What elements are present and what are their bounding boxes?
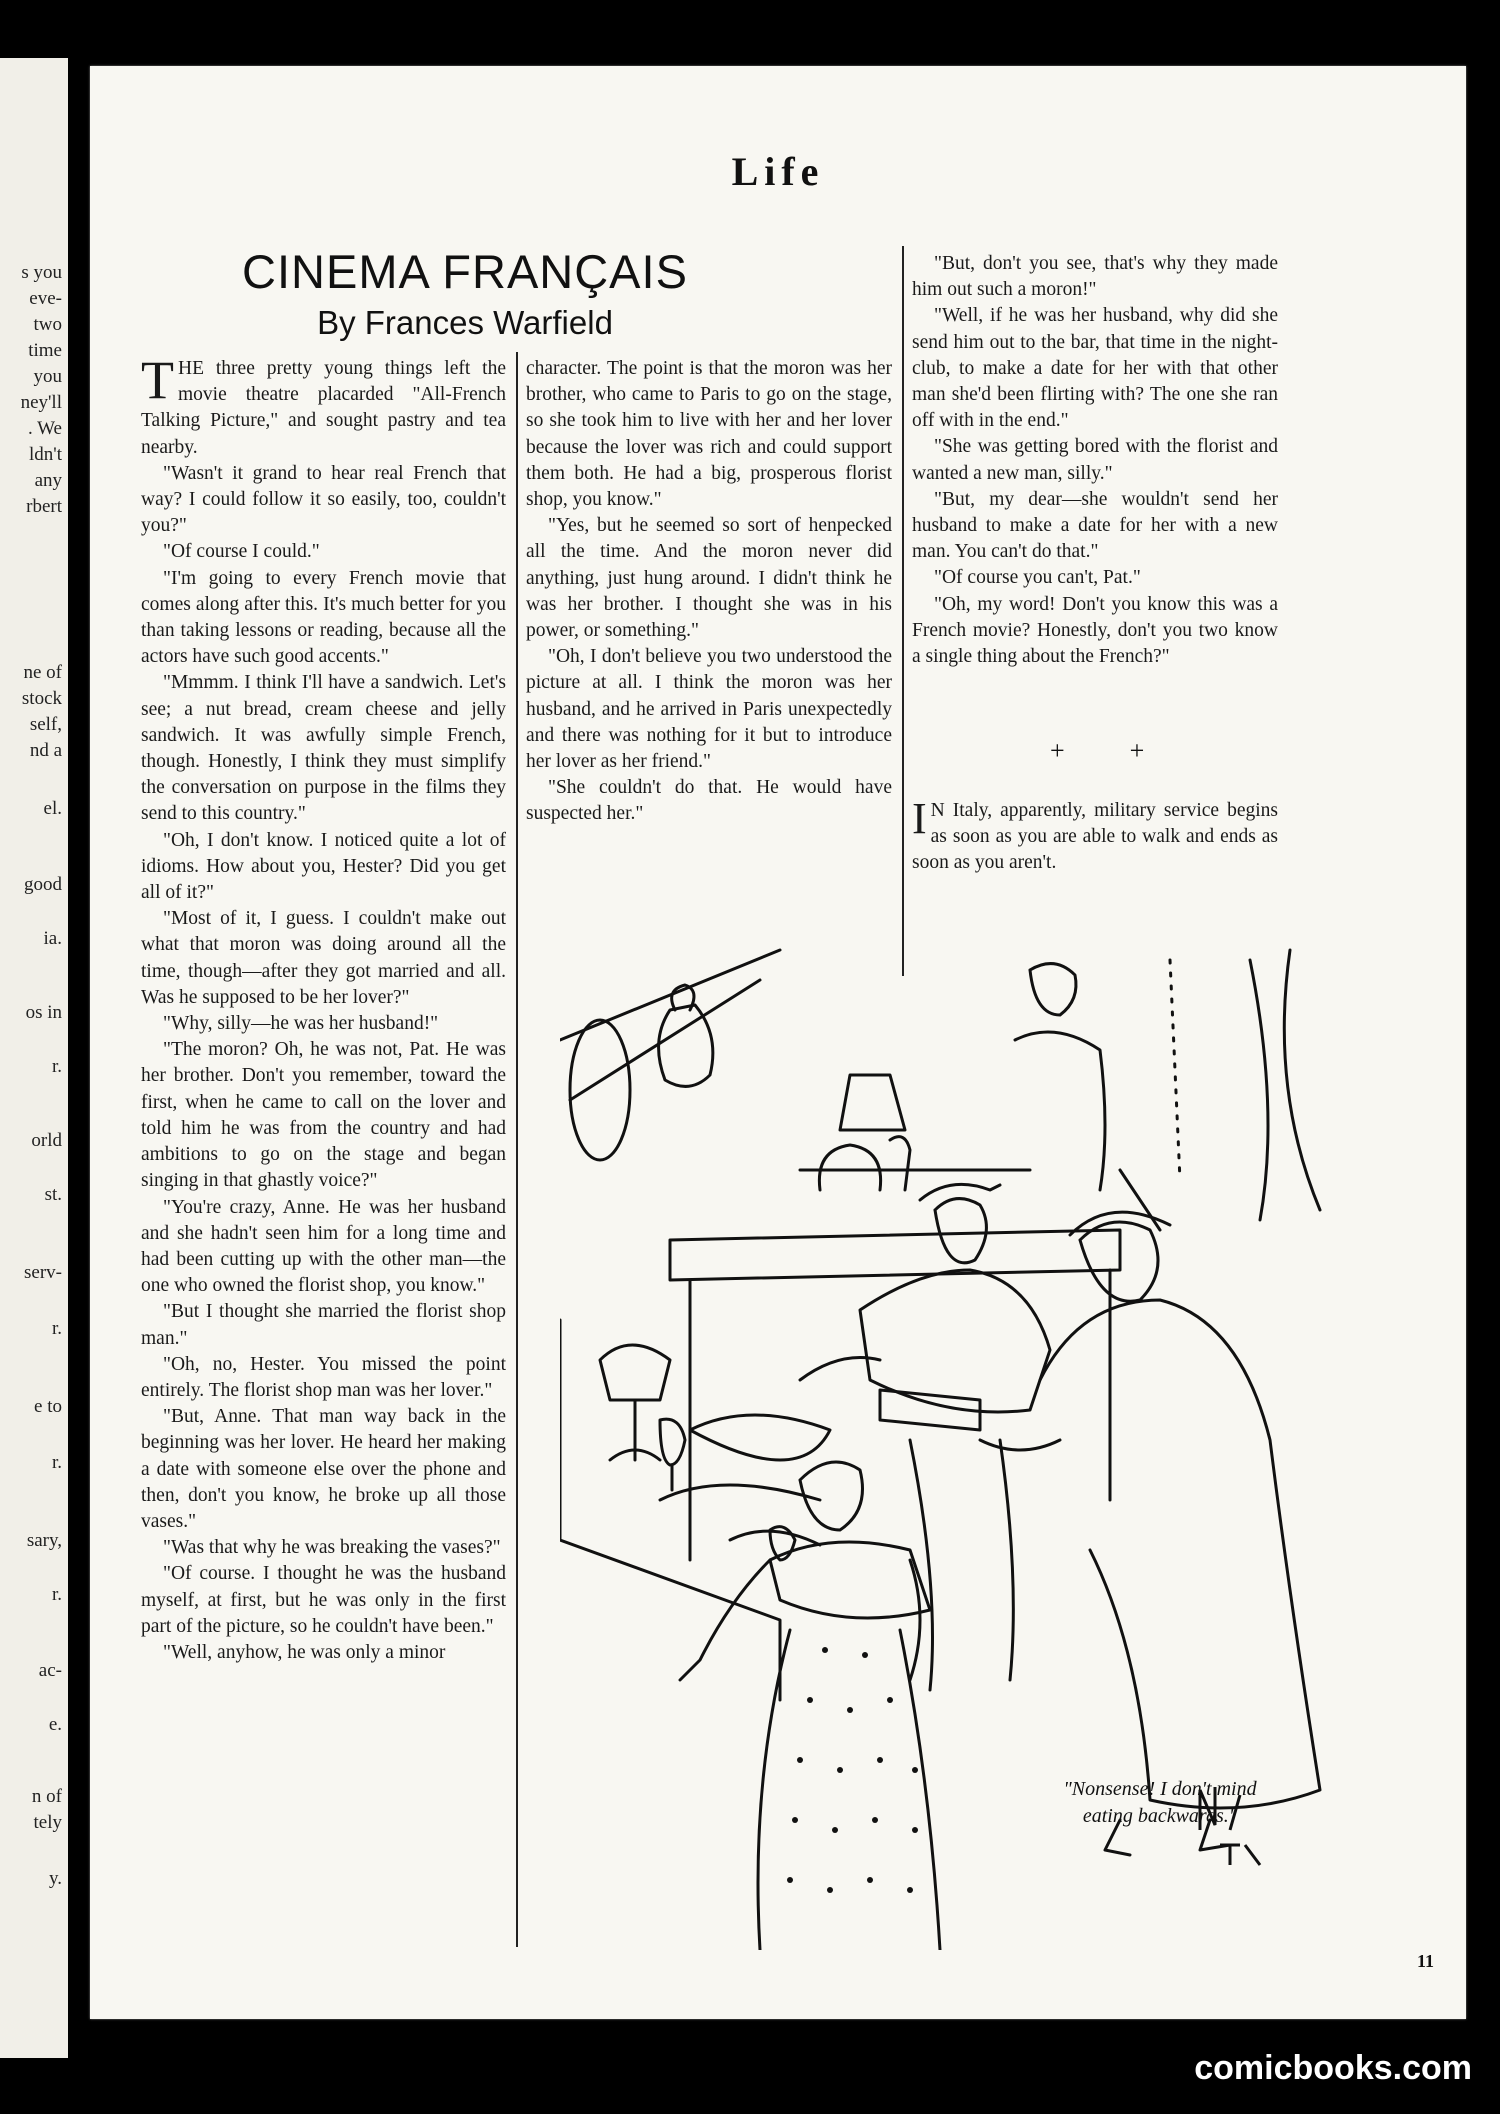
- paragraph: [526, 775, 892, 827]
- adjacent-page-text-fragment: r.: [51, 1584, 62, 1605]
- paragraph: [912, 303, 1278, 434]
- cartoon-caption: [990, 1776, 1330, 1830]
- article-title: CINEMA FRANÇAIS: [242, 245, 688, 298]
- adjacent-page-edge: [0, 58, 68, 2058]
- paragraph: [912, 251, 1278, 303]
- adjacent-page-text-fragment: y.: [48, 1868, 62, 1889]
- site-watermark: comicbooks.com: [1194, 2049, 1472, 2087]
- adjacent-page-text-fragment: ac-: [38, 1660, 62, 1681]
- adjacent-page-text-fragment: s you: [21, 262, 62, 283]
- paragraph: [141, 1561, 506, 1640]
- paragraph-text: "Was that why he was breaking the vases?": [163, 1537, 501, 1559]
- paragraph-text: "Of course I could.": [163, 541, 320, 563]
- paragraph: [526, 356, 892, 513]
- adjacent-page-text-fragment: r.: [51, 1452, 62, 1473]
- adjacent-page-text-fragment: r.: [51, 1056, 62, 1077]
- paragraph: [526, 513, 892, 644]
- paragraph-text: "Of course. I thought he was the husband myself, at first, but he was only in the first part of the picture, so he couldn't have been.": [141, 1563, 506, 1637]
- paragraph-text: HE three pretty young things left the movie theatre placarded "All-French Talking Picture," and sought pastry and tea nearby.: [141, 358, 506, 458]
- paragraph: [141, 1352, 506, 1404]
- text-column-3: [912, 251, 1278, 670]
- adjacent-page-text-fragment: e.: [48, 1714, 62, 1735]
- article-byline: By Frances Warfield: [317, 304, 613, 341]
- paragraph: [141, 1404, 506, 1535]
- adjacent-page-text-fragment: two: [33, 314, 62, 335]
- adjacent-page-text-fragment: good: [24, 874, 62, 895]
- paragraph: [141, 350, 506, 461]
- paragraph-text: "Most of it, I guess. I couldn't make out what that moron was doing around all the time, though—after they got married and all. Was he supposed to be her lover?": [141, 908, 506, 1008]
- paragraph: [912, 434, 1278, 486]
- adjacent-page-text-fragment: orld: [31, 1130, 62, 1151]
- paragraph-text: "The moron? Oh, he was not, Pat. He was her brother. Don't you remember, toward the first, when he came to call on the lover and told him he was from the country and had ambitions to go on the stage and began singing in that ghastly voice?": [141, 1039, 506, 1192]
- adjacent-page-text-fragment: tely: [33, 1812, 62, 1833]
- paragraph-text: "But, don't you see, that's why they made him out such a moron!": [912, 253, 1278, 301]
- paragraph-text: "Yes, but he seemed so sort of henpecked all the time. And the moron never did anything, just hung around. I didn't think he was her brother. I thought she was in his power, or something.": [526, 515, 892, 642]
- paragraph-text: "Oh, I don't believe you two understood the picture at all. I think the moron was her husband, and he arrived in Paris unexpectedly and there was nothing for it but to introduce her lover as her friend.": [526, 646, 892, 773]
- paragraph: [912, 565, 1278, 591]
- paragraph: [141, 906, 506, 1011]
- adjacent-page-text-fragment: ldn't: [29, 444, 62, 465]
- paragraph: [141, 539, 506, 565]
- paragraph-text: "You're crazy, Anne. He was her husband and she hadn't seen him for a long time and had been cutting up with the other man—the one who owned the florist shop, you know.": [141, 1196, 506, 1297]
- text-column-2: [526, 356, 892, 828]
- adjacent-page-text-fragment: rbert: [26, 496, 62, 517]
- paragraph-text: "Of course you can't, Pat.": [934, 567, 1141, 589]
- paragraph-text: "Oh, I don't know. I noticed quite a lot of idioms. How about you, Hester? Did you get all of it?": [141, 829, 506, 904]
- paragraph: [141, 461, 506, 540]
- drop-cap: I: [912, 794, 927, 843]
- paragraph-text: "But, my dear—she wouldn't send her husband to make a date for her with a new man. You can't do that.": [912, 488, 1278, 563]
- paragraph: [141, 566, 506, 671]
- adjacent-page-text-fragment: ne of: [23, 662, 62, 683]
- paragraph-text: "But, Anne. That man way back in the beginning was her lover. He heard her making a date with someone else over the phone and then, don't you know, he broke up all those vases.": [141, 1406, 506, 1532]
- paragraph: [141, 1535, 506, 1561]
- paragraph-text: "Why, silly—he was her husband!": [163, 1013, 439, 1035]
- adjacent-page-text-fragment: st.: [44, 1184, 62, 1205]
- adjacent-page-text-fragment: you: [33, 366, 62, 387]
- adjacent-page-text-fragment: e to: [34, 1396, 62, 1417]
- adjacent-page-text-fragment: stock: [21, 688, 62, 709]
- adjacent-page-text-fragment: nd a: [29, 740, 62, 761]
- magazine-page: [90, 66, 1466, 2019]
- page-number: 11: [1416, 1951, 1434, 1971]
- adjacent-page-text-fragment: n of: [31, 1786, 62, 1807]
- paragraph-text: "Well, anyhow, he was only a minor: [163, 1641, 446, 1663]
- paragraph: [912, 487, 1278, 566]
- paragraph: [912, 794, 1278, 877]
- text-column-1: [141, 350, 506, 1666]
- column-rule: [902, 246, 904, 976]
- paragraph-text: character. The point is that the moron was her brother, who came to Paris to go on the stage, so she took him to live with her and her lover because the lover was rich and could support them both. He had a big, prosperous florist shop, you know.": [526, 358, 892, 511]
- paragraph-text: "Well, if he was her husband, why did she send him out to the bar, that time in the night-club, to make a date for her with that other man she'd been flirting with? The one she ran off with in the end.": [912, 305, 1278, 432]
- column-rule: [516, 352, 518, 1947]
- paragraph: [141, 828, 506, 907]
- paragraph-text: "Mmmm. I think I'll have a sandwich. Let's see; a nut bread, cream cheese and jelly sandwich. It was awfully simple French, though. Honestly, I think they must simplify the conversation on purpose in the films they send to this country.": [141, 672, 506, 825]
- adjacent-page-text-fragment: self,: [29, 714, 62, 735]
- paragraph-text: N Italy, apparently, military service begins as soon as you are able to walk and ends as soon as you aren't.: [912, 800, 1278, 874]
- adjacent-page-text-fragment: serv-: [24, 1262, 62, 1283]
- adjacent-page-text-fragment: . We: [27, 418, 62, 439]
- paragraph-text: "But I thought she married the florist shop man.": [141, 1301, 506, 1349]
- adjacent-page-text-fragment: ney'll: [20, 392, 62, 413]
- squib-paragraph: [912, 794, 1278, 877]
- paragraph-text: "She couldn't do that. He would have suspected her.": [526, 777, 892, 825]
- masthead: Life: [731, 149, 825, 194]
- adjacent-page-text-fragment: any: [34, 470, 62, 491]
- adjacent-page-text-fragment: sary,: [26, 1530, 62, 1551]
- adjacent-page-text-fragment: ia.: [43, 928, 62, 949]
- adjacent-page-text-fragment: os in: [25, 1002, 62, 1023]
- paragraph: [141, 1640, 506, 1666]
- paragraph-text: "I'm going to every French movie that comes along after this. It's much better for you than taking lessons or reading, because all the actors have such good accents.": [141, 567, 506, 668]
- paragraph: [526, 644, 892, 775]
- paragraph: [912, 592, 1278, 671]
- adjacent-page-text-fragment: time: [28, 340, 62, 361]
- paragraph: [141, 670, 506, 827]
- paragraph-text: "Oh, my word! Don't you know this was a French movie? Honestly, don't you two know a single thing about the French?": [912, 593, 1278, 668]
- paragraph-text: "Oh, no, Hester. You missed the point entirely. The florist shop man was her lover.": [141, 1353, 506, 1401]
- paragraph: [141, 1037, 506, 1194]
- caption-line-1: "Nonsense! I don't mind: [1063, 1778, 1257, 1800]
- paragraph: [141, 1011, 506, 1037]
- caption-line-2: eating backwards.": [1082, 1805, 1238, 1827]
- drop-cap: T: [141, 350, 174, 410]
- paragraph: [141, 1195, 506, 1300]
- adjacent-page-text-fragment: r.: [51, 1318, 62, 1339]
- adjacent-page-text-fragment: eve-: [29, 288, 62, 309]
- paragraph-text: "She was getting bored with the florist and wanted a new man, silly.": [912, 436, 1278, 484]
- paragraph-text: "Wasn't it grand to hear real French that way? I could follow it so easily, too, couldn't you?": [141, 462, 506, 537]
- adjacent-page-text-fragment: el.: [43, 798, 62, 819]
- paragraph: [141, 1299, 506, 1351]
- section-separator: + +: [1050, 736, 1145, 765]
